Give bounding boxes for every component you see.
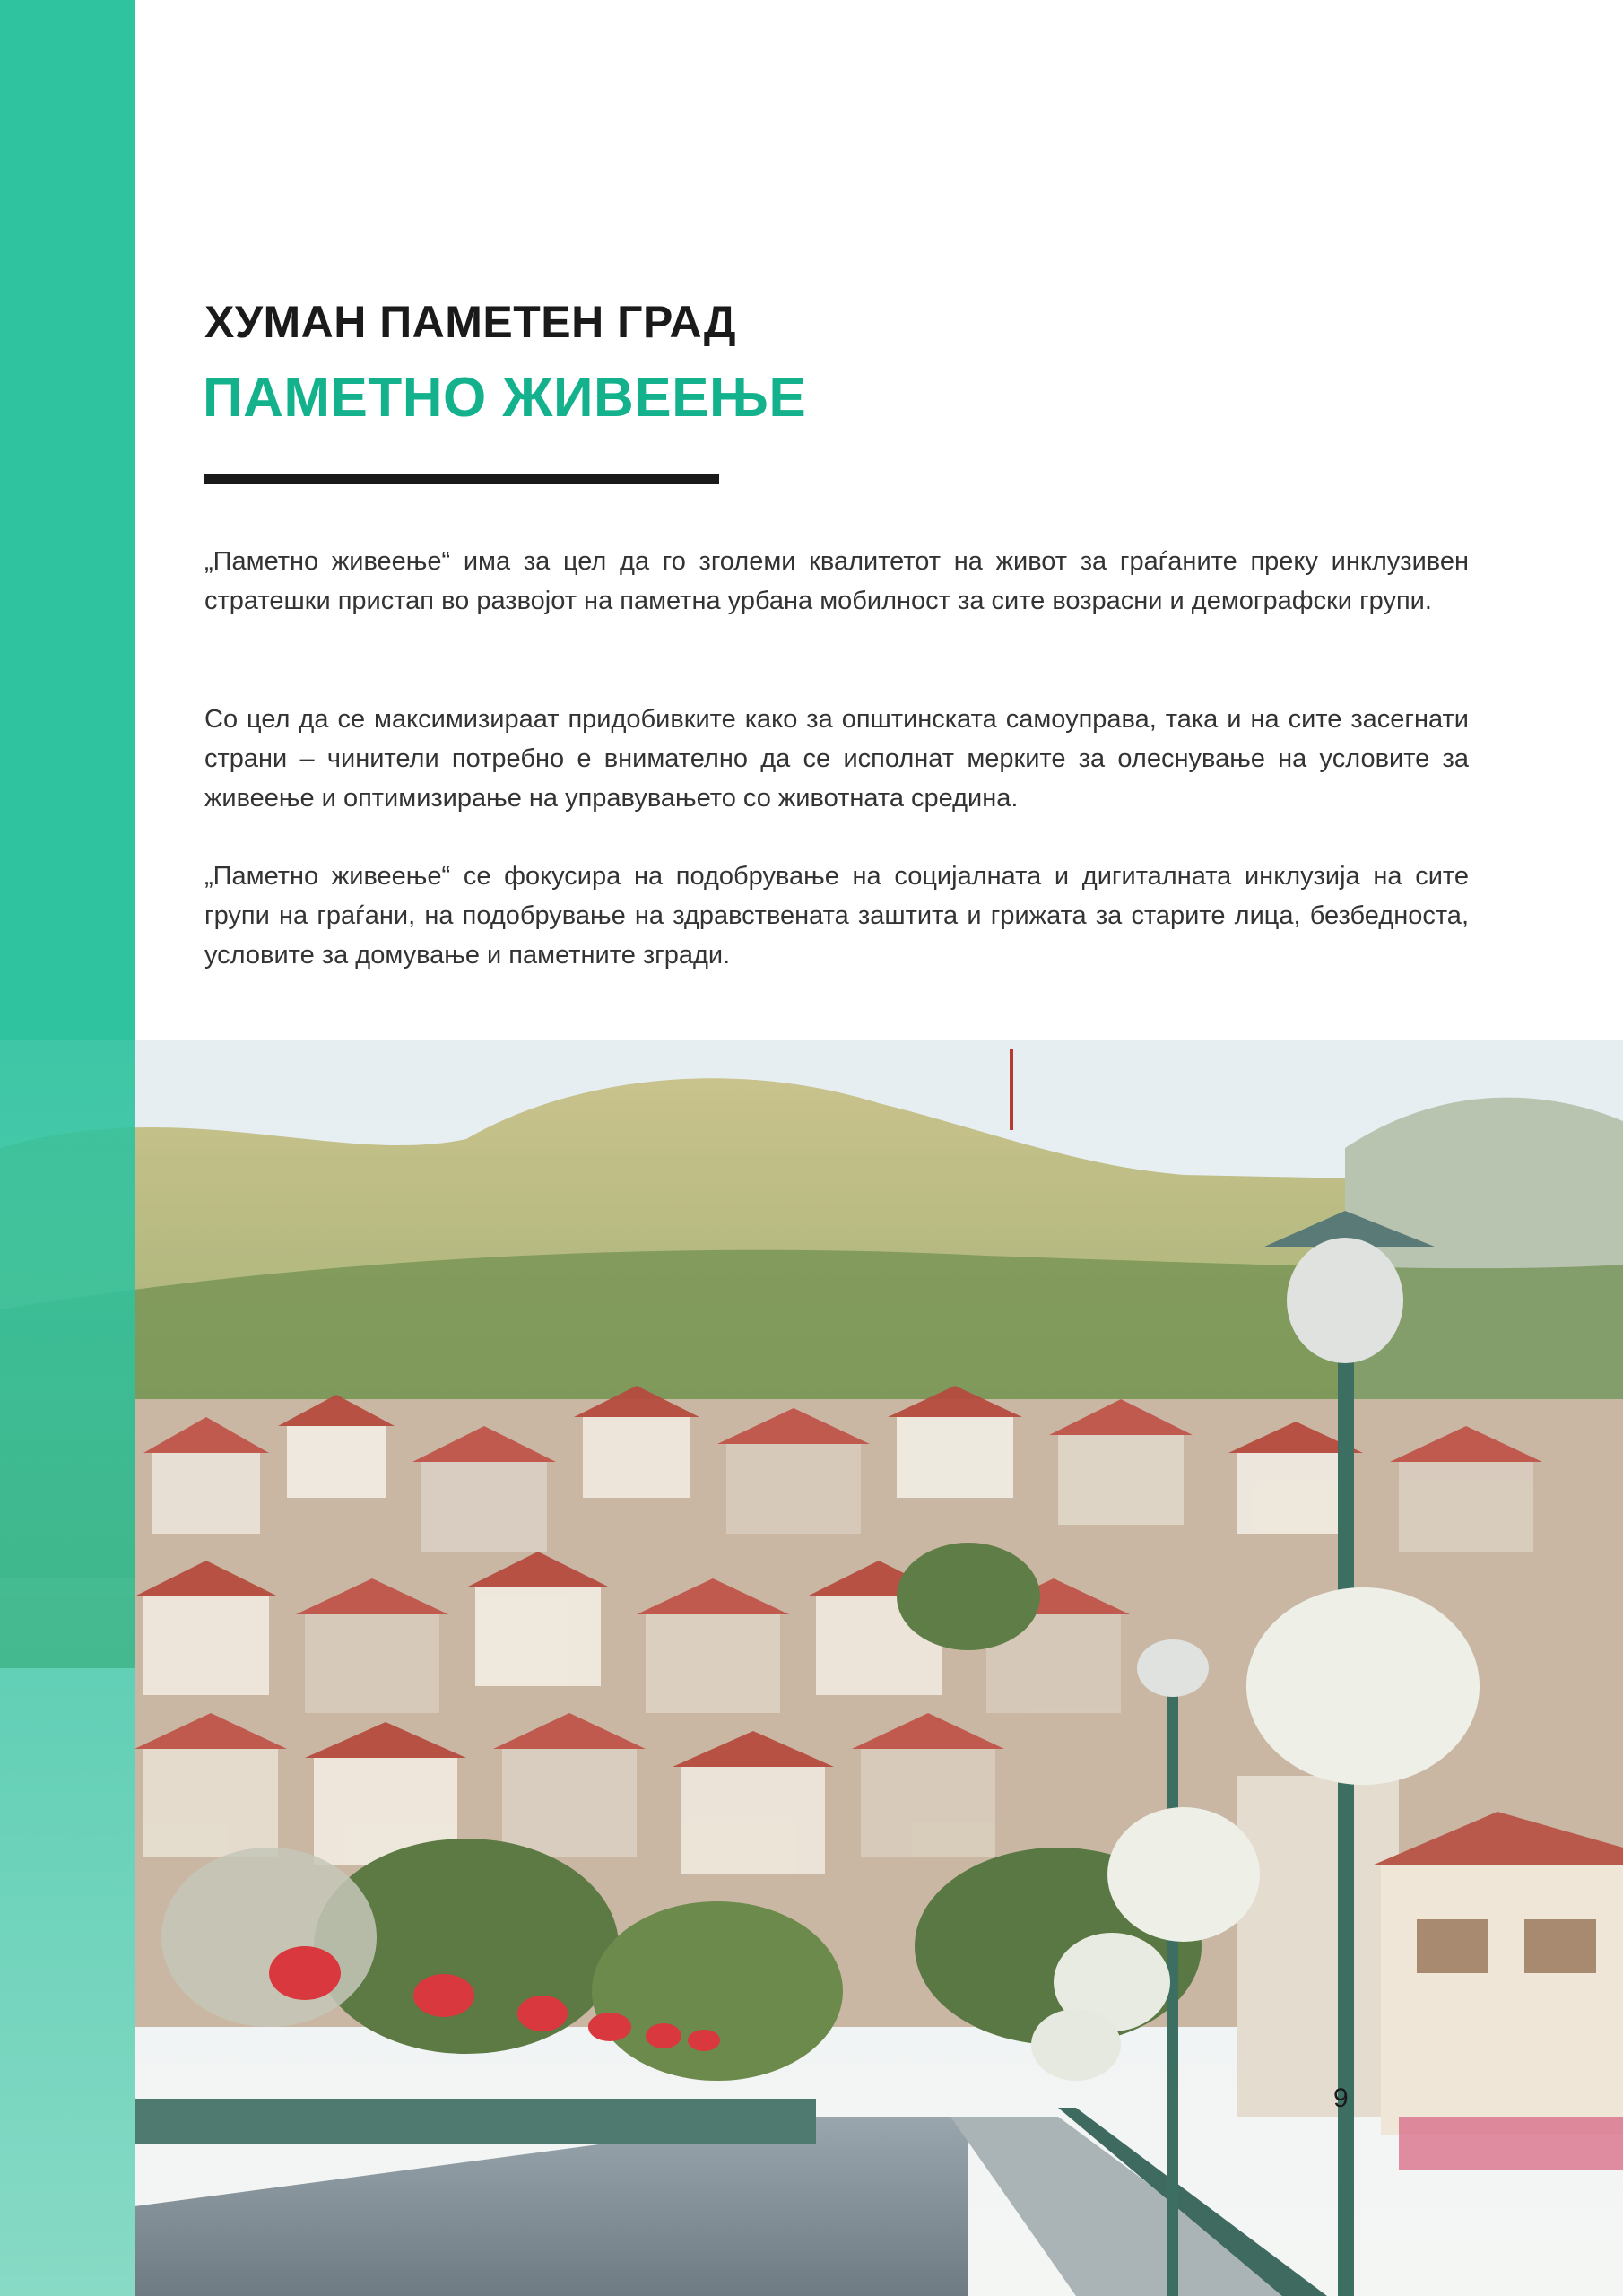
photo-accent-overlay: [0, 1040, 135, 2296]
page-number: 9: [1333, 2083, 1349, 2113]
page-title: ПАМЕТНО ЖИВЕЕЊЕ: [203, 367, 807, 429]
paragraph-3: „Паметно живеење“ се фокусира на подобрување на социјалната и дигиталната инклузија на сите групи на граѓани, на подобрување на здравствената заштита и грижата за старите лица, безбедноста, условите за домување и паметните згради.: [204, 862, 1469, 970]
paragraph-2: Со цел да се максимизираат придобивките како за општинската самоуправа, така и на сите засегнати страни – чинители потребно е внимателно да се исполнат мерките за олеснување на условите за живеење и оптимизирање на управувањето со животната средина.: [204, 705, 1469, 813]
city-hillside-photo: [0, 1040, 1623, 2296]
title-divider: [204, 474, 719, 484]
section-subtitle: ХУМАН ПАМЕТЕН ГРАД: [204, 297, 737, 347]
photo-illustration: [0, 1040, 1623, 2296]
paragraph-1: „Паметно живеење“ има за цел да го зголеми квалитетот на живот за граѓаните преку инклузивен стратешки пристап во развојот на паметна урбана мобилност за сите возрасни и демографски групи.: [204, 547, 1469, 615]
side-accent-bar: [0, 0, 135, 1040]
